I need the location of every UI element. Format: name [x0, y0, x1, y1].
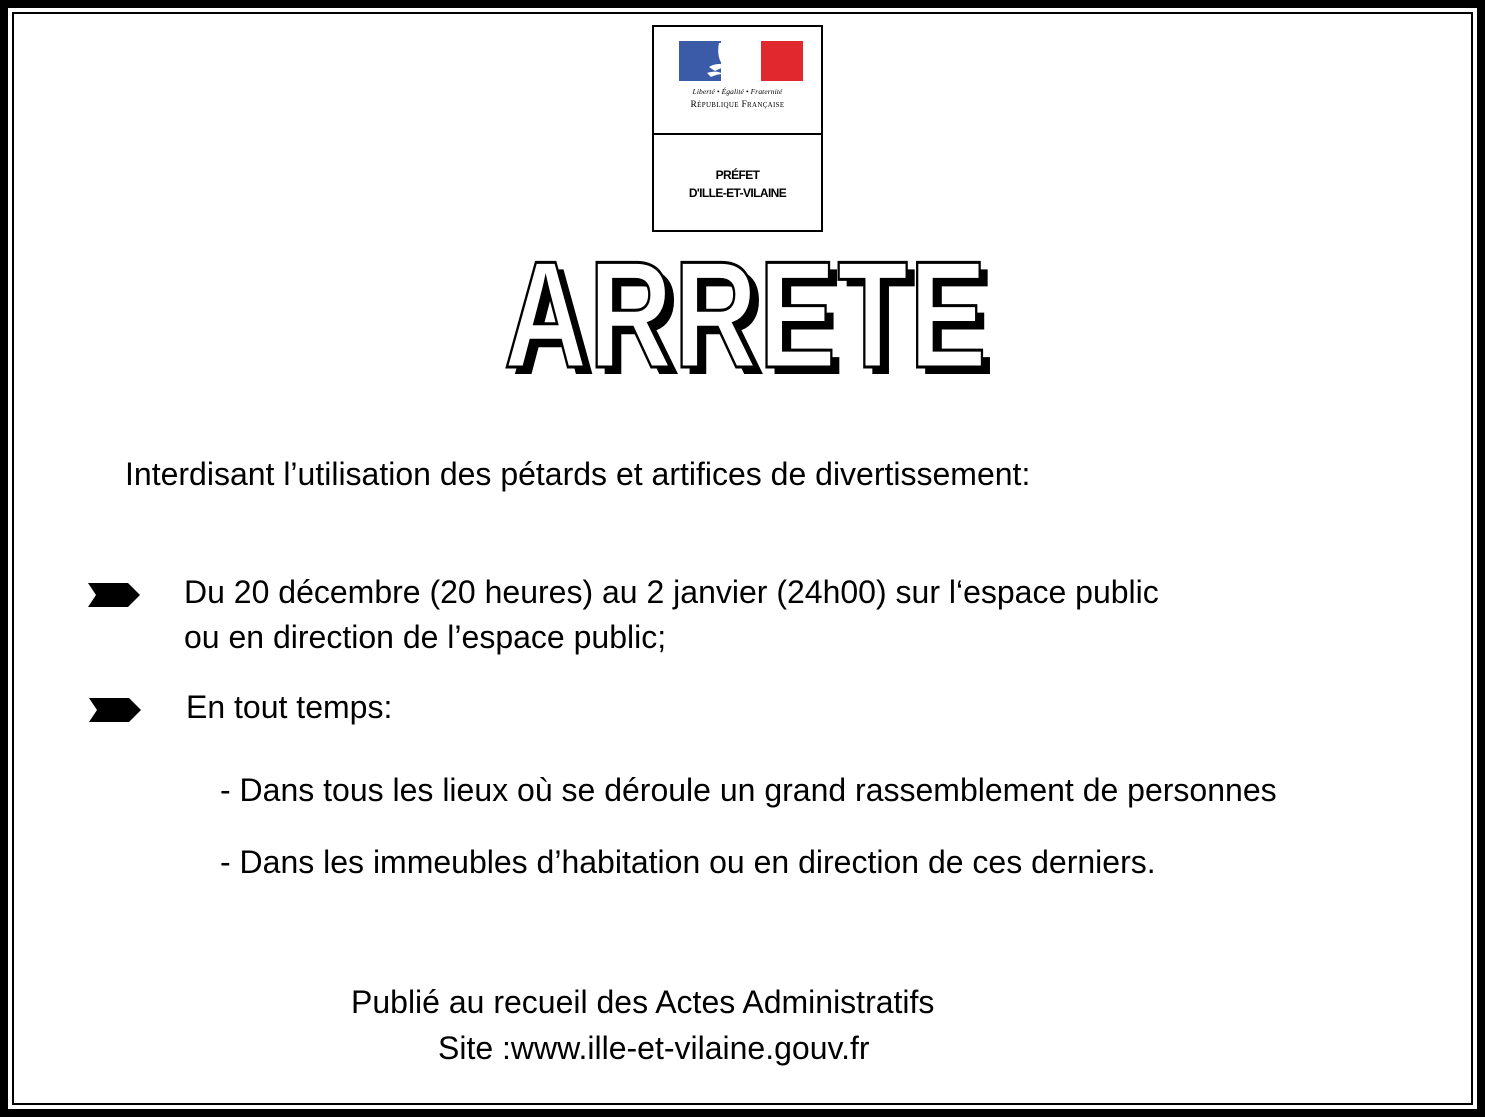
bullet-2-line-1: En tout temps: [186, 689, 393, 725]
prefet-line-1: PRÉFET [715, 168, 760, 182]
marianne-flag-icon [679, 41, 803, 81]
logo-republique: République Française [690, 100, 785, 110]
title-text: ARRETE [504, 250, 988, 385]
marianne-logo [654, 27, 821, 135]
prefet-line-2: D'ILLE-ET-VILAINE [688, 186, 787, 200]
arrow-bullet-icon [89, 698, 141, 722]
intro-text: Interdisant l’utilisation des pétards et artifices de divertissement: [125, 456, 1031, 492]
logo-motto: Liberté • Égalité • Fraternité [692, 87, 783, 96]
sub-item-1: - Dans tous les lieux où se déroule un grand rassemblement de personnes [220, 772, 1277, 808]
footer-line-1: Publié au recueil des Actes Administratifs [351, 984, 935, 1020]
title-shadow: ARRETE [512, 250, 996, 385]
bullet-1-line-1: Du 20 décembre (20 heures) au 2 janvier (24h00) sur l‘espace public [184, 574, 1159, 610]
arrow-bullet-icon [88, 583, 140, 607]
prefet-label [654, 166, 821, 202]
prefecture-logo-block [652, 25, 823, 232]
footer-website: Site :www.ille-et-vilaine.gouv.fr [438, 1030, 870, 1066]
title-arrete [480, 250, 1010, 385]
bullet-1-line-2: ou en direction de l’espace public; [184, 619, 667, 655]
sub-item-2: - Dans les immeubles d’habitation ou en direction de ces derniers. [220, 844, 1156, 880]
